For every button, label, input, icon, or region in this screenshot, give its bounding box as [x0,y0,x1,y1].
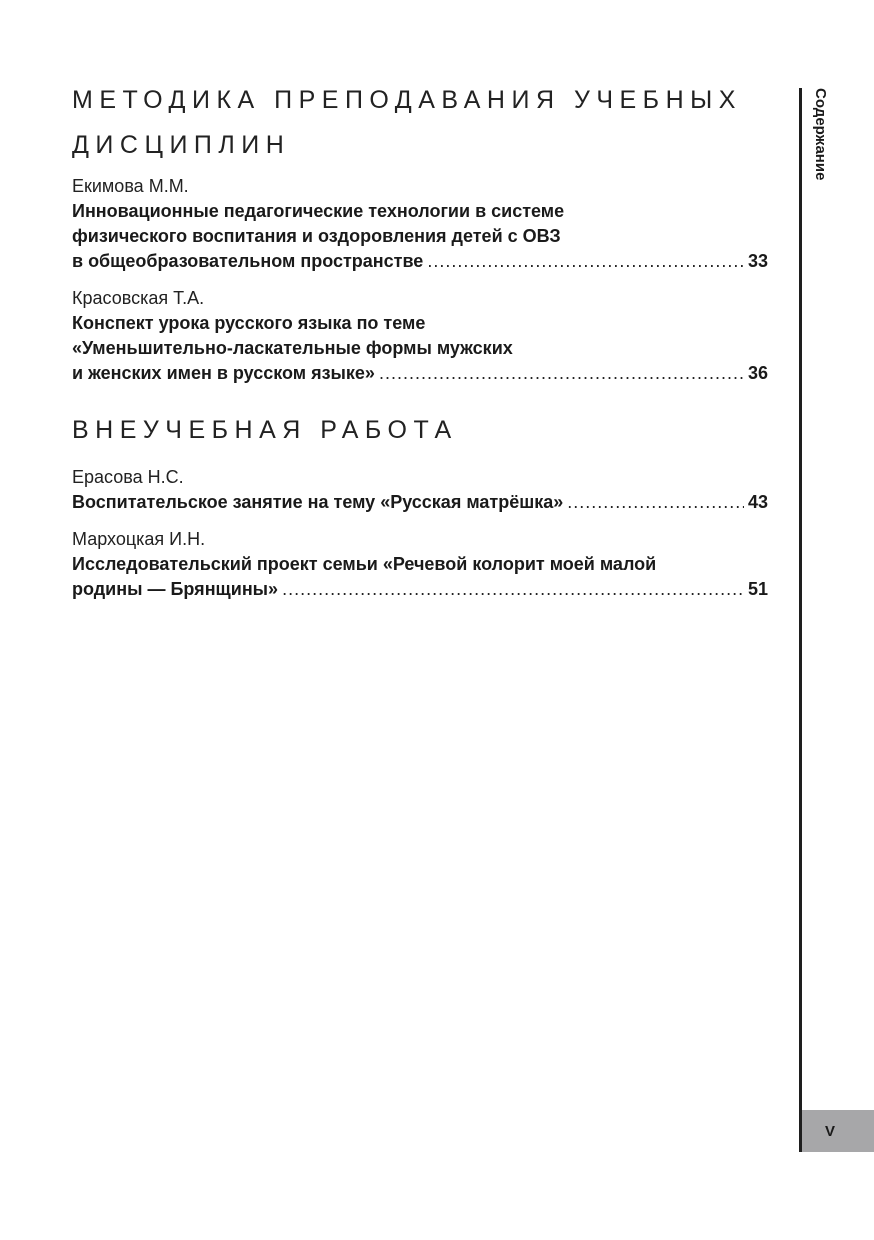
entry-title-last-line [72,249,768,274]
entry-title-line: Инновационные педагогические технологии в системе [72,201,565,221]
entry-title-line: Конспект урока русского языка по теме [72,313,426,333]
entry-page-number: 51 [747,579,768,599]
section-title: ВНЕУЧЕБНАЯ РАБОТА [72,416,458,444]
entry-title-line: «Уменьшительно-ласкательные формы мужских [72,338,513,358]
margin-rule [799,88,802,1152]
page-number: V [824,1122,835,1140]
entry-author: Красовская Т.А. [72,288,205,308]
toc-entry[interactable] [72,174,768,274]
section-methodology [72,84,768,386]
entry-page-number: 33 [747,251,768,271]
entry-title-text: в общеобразовательном пространстве [72,251,424,271]
section-title-cont: ДИСЦИПЛИН [72,131,291,159]
toc-entry[interactable] [72,465,768,515]
entry-title-last-line [72,361,768,386]
entry-title-last-line [72,577,768,602]
toc-entry[interactable] [72,286,768,386]
entry-title-text: родины — Брянщины» [72,579,279,599]
dot-leader [567,490,744,515]
side-running-header: Содержание [812,88,829,181]
section-extracurricular [72,414,768,602]
entry-author: Екимова М.М. [72,176,189,196]
entry-author: Ерасова Н.С. [72,467,184,487]
entry-page-number: 43 [747,492,768,512]
entry-title-text: и женских имен в русском языке» [72,363,375,383]
dot-leader [282,577,744,602]
section-title: МЕТОДИКА ПРЕПОДАВАНИЯ УЧЕБНЫХ [72,86,742,114]
entry-title-line: Исследовательский проект семьи «Речевой колорит моей малой [72,554,657,574]
entry-title-last-line [72,490,768,515]
entry-title-line: физического воспитания и оздоровления детей с ОВЗ [72,226,561,246]
dot-leader [379,361,744,386]
entry-title-text: Воспитательское занятие на тему «Русская матрёшка» [72,492,564,512]
entry-author: Мархоцкая И.Н. [72,529,206,549]
table-of-contents [72,84,768,624]
entry-page-number: 36 [747,363,768,383]
page-number-tab [802,1110,874,1152]
toc-entry[interactable] [72,527,768,602]
dot-leader [427,249,744,274]
